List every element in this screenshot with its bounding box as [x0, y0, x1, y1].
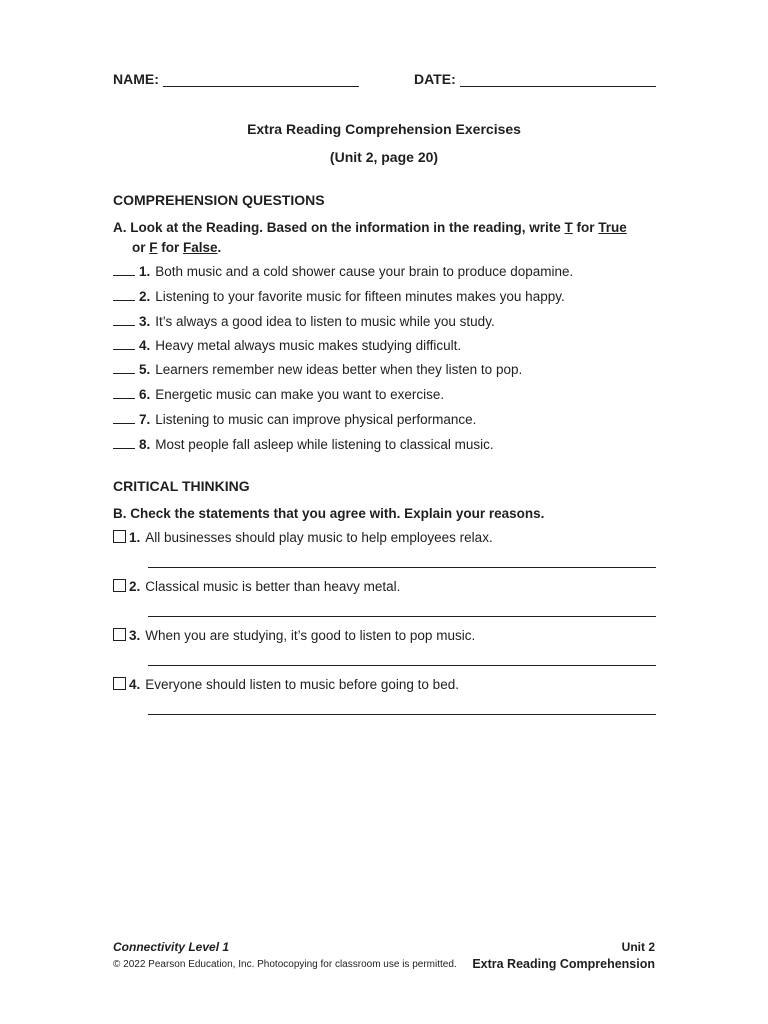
tf-item — [113, 361, 522, 377]
item-text: When you are studying, it’s good to listen to pop music. — [145, 628, 476, 643]
item-number: 2. — [129, 579, 141, 594]
agree-checkbox[interactable] — [113, 677, 126, 690]
instruction-or: or — [132, 240, 150, 255]
name-field — [113, 71, 359, 87]
false-word: False — [183, 240, 218, 255]
answer-blank[interactable] — [113, 436, 135, 449]
instruction-prefix: A. Look at the Reading. Based on the information in the reading, write — [113, 220, 565, 235]
item-text: It’s always a good idea to listen to music while you study. — [155, 314, 495, 329]
agree-checkbox[interactable] — [113, 530, 126, 543]
ct-item — [113, 530, 493, 545]
item-number: 4. — [139, 338, 151, 353]
item-text: Everyone should listen to music before going to bed. — [145, 677, 459, 692]
footer-book-title: Connectivity Level 1 — [113, 940, 230, 954]
item-text: Listening to your favorite music for fifteen minutes makes you happy. — [155, 289, 565, 304]
footer-section: Extra Reading Comprehension — [472, 957, 655, 971]
reason-line[interactable] — [148, 567, 656, 568]
instruction-line-2 — [113, 238, 658, 258]
reason-line[interactable] — [148, 665, 656, 666]
answer-blank[interactable] — [113, 263, 135, 276]
item-text: Both music and a cold shower cause your brain to produce dopamine. — [155, 264, 574, 279]
date-label: DATE: — [414, 71, 456, 87]
ct-item — [113, 628, 475, 643]
page-title: Extra Reading Comprehension Exercises — [247, 121, 521, 137]
item-number: 6. — [139, 387, 151, 402]
item-number: 3. — [139, 314, 151, 329]
reason-line[interactable] — [148, 616, 656, 617]
item-text: Listening to music can improve physical performance. — [155, 412, 477, 427]
answer-blank[interactable] — [113, 361, 135, 374]
date-blank-line[interactable] — [460, 72, 656, 87]
tf-item — [113, 288, 565, 304]
ct-item — [113, 677, 459, 692]
answer-blank[interactable] — [113, 411, 135, 424]
item-number: 3. — [129, 628, 141, 643]
item-text: Energetic music can make you want to exercise. — [155, 387, 445, 402]
tf-item — [113, 386, 444, 402]
item-text: All businesses should play music to help employees relax. — [145, 530, 493, 545]
critical-thinking-heading: CRITICAL THINKING — [113, 478, 250, 494]
answer-blank[interactable] — [113, 386, 135, 399]
item-text: Learners remember new ideas better when they listen to pop. — [155, 362, 523, 377]
agree-checkbox[interactable] — [113, 628, 126, 641]
instruction-period: . — [217, 240, 222, 255]
tf-item — [113, 313, 495, 329]
t-letter: T — [564, 220, 573, 235]
true-word: True — [598, 220, 627, 235]
answer-blank[interactable] — [113, 313, 135, 326]
item-number: 5. — [139, 362, 151, 377]
name-blank-line[interactable] — [163, 72, 359, 87]
answer-blank[interactable] — [113, 288, 135, 301]
item-text: Most people fall asleep while listening to classical music. — [155, 437, 494, 452]
footer-unit: Unit 2 — [621, 940, 655, 954]
date-field — [414, 71, 656, 87]
instruction-for-1: for — [572, 220, 599, 235]
item-number: 8. — [139, 437, 151, 452]
footer-copyright: © 2022 Pearson Education, Inc. Photocopying for classroom use is permitted. — [113, 959, 457, 970]
item-number: 7. — [139, 412, 151, 427]
instruction-for-2: for — [157, 240, 184, 255]
tf-item — [113, 411, 476, 427]
item-text: Classical music is better than heavy metal. — [145, 579, 401, 594]
critical-instruction: B. Check the statements that you agree with. Explain your reasons. — [113, 506, 545, 521]
ct-item — [113, 579, 400, 594]
tf-item — [113, 436, 494, 452]
item-number: 1. — [139, 264, 151, 279]
tf-item — [113, 337, 461, 353]
tf-item — [113, 263, 573, 279]
item-number: 1. — [129, 530, 141, 545]
agree-checkbox[interactable] — [113, 579, 126, 592]
reason-line[interactable] — [148, 714, 656, 715]
comprehension-heading: COMPREHENSION QUESTIONS — [113, 192, 325, 208]
item-number: 4. — [129, 677, 141, 692]
comprehension-instruction — [113, 218, 658, 258]
item-text: Heavy metal always music makes studying difficult. — [155, 338, 462, 353]
f-letter: F — [149, 240, 158, 255]
item-number: 2. — [139, 289, 151, 304]
name-label: NAME: — [113, 71, 159, 87]
page-subtitle: (Unit 2, page 20) — [329, 149, 439, 165]
answer-blank[interactable] — [113, 337, 135, 350]
instruction-line-1 — [113, 218, 658, 238]
